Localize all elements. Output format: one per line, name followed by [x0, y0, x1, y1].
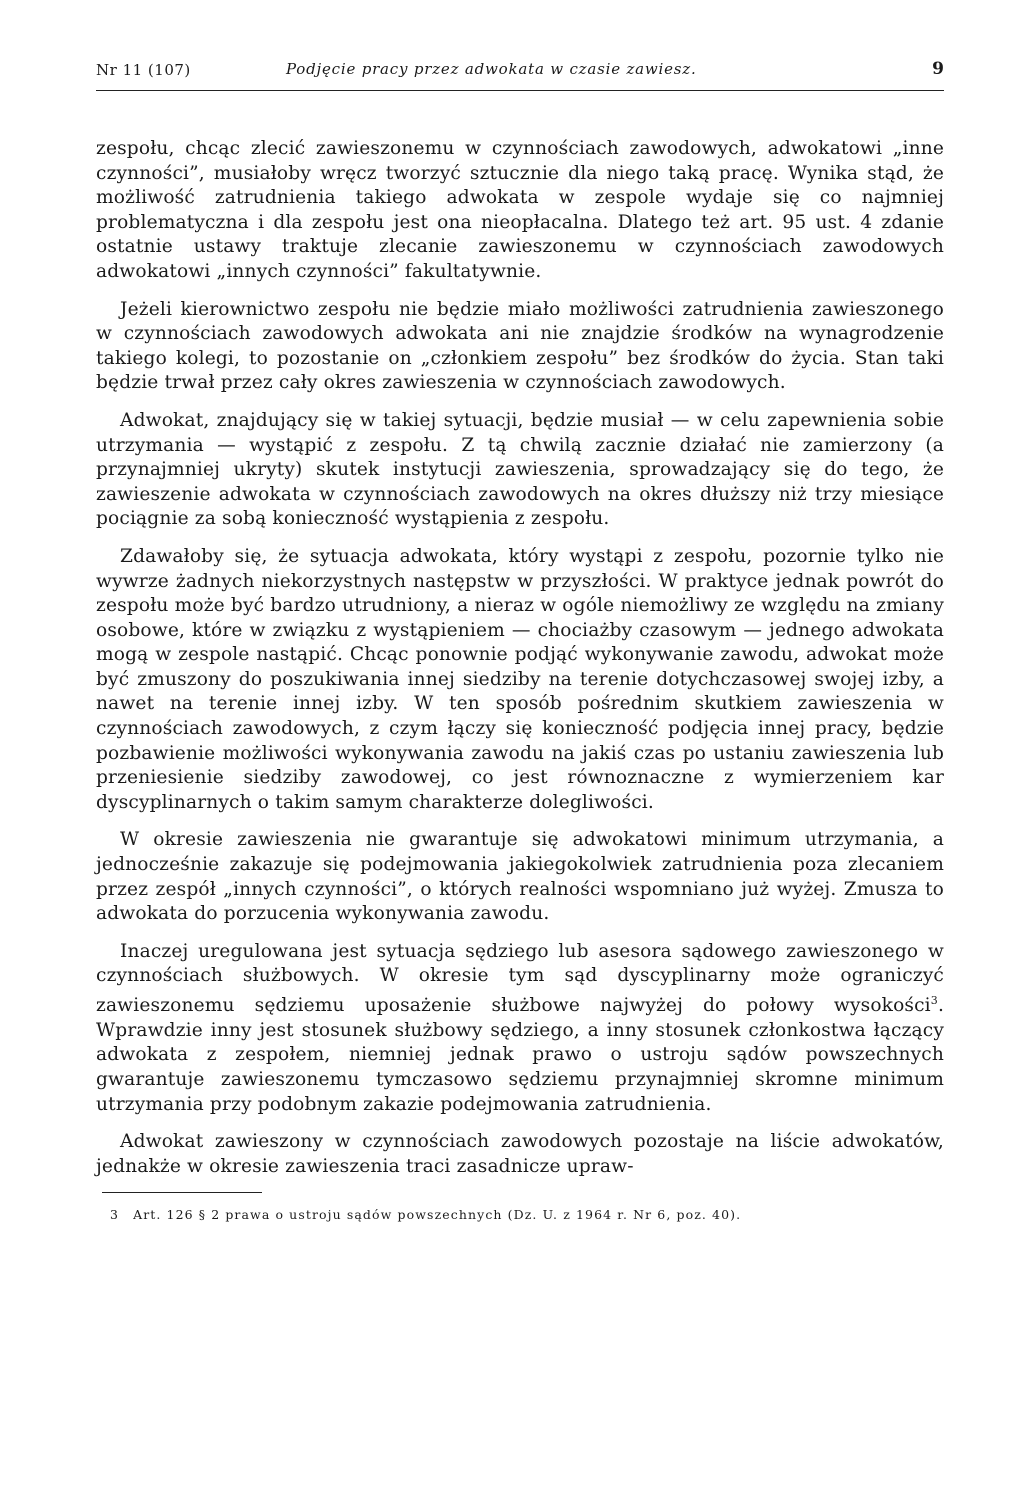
paragraph-6 [96, 940, 944, 1117]
paragraph-5: W okresie zawieszenia nie gwarantuje się adwokatowi minimum utrzymania, a jednocześnie zakazuje się podejmowania jakiegokolwiek zatrudnienia poza zlecaniem przez zespół „innych czynności”, o których realności wspomniano już wyżej. Zmusza to adwokata do porzucenia wykonywania zawodu. [96, 829, 944, 925]
paragraph-3: Adwokat, znajdujący się w takiej sytuacji, będzie musiał — w celu zapewnienia sobie utrzymania — wystąpić z zespołu. Z tą chwilą zacznie działać nie zamierzony (a przynajmniej ukryty) skutek instytucji zawieszenia, sprowadzający się do tego, że zawieszenie adwokata w czynnościach zawodowych na okres dłuższy niż trzy miesiące pociągnie za sobą konieczność wystąpienia z zespołu. [96, 409, 944, 530]
paragraph-4: Zdawałoby się, że sytuacja adwokata, który wystąpi z zespołu, pozornie tylko nie wywrze żadnych niekorzystnych następstw w przyszłości. W praktyce jednak powrót do zespołu może być bardzo utrudniony, a nieraz w ogóle niemożliwy ze względu na zmiany osobowe, które w związku z wystąpieniem — chociażby czasowym — jednego adwokata mogą w zespole nastąpić. Chcąc ponownie podjąć wykonywanie zawodu, adwokat może być zmuszony do poszukiwania innej siedziby na terenie dotychczasowej swojej izby, a nawet na terenie innej izby. W ten sposób pośrednim skutkiem zawieszenia w czynnościach zawodowych, z czym łączy się konieczność podjęcia innej pracy, będzie pozbawienie możliwości wykonywania zawodu na jakiś czas po ustaniu zawieszenia lub przeniesienie siedziby zawodowej, co jest równoznaczne z wymierzeniem kar dyscyplinarnych o takim samym charakterze dolegliwości. [96, 545, 944, 813]
footnote-reference: 3 [930, 994, 938, 1007]
paragraph-6-continuation: . Wprawdzie inny jest stosunek służbowy sędziego, a inny stosunek członkostwa łączący adwokata z zespołem, niemniej jednak prawo o ustroju sądów powszechnych gwarantuje zawieszonemu tymczasowo sędziemu przynajmniej skromne minimum utrzymania przy podobnym zakazie podejmowania zatrudnienia. [96, 995, 944, 1115]
footnote-mark: 3 [110, 1207, 120, 1223]
page-number: 9 [932, 59, 944, 79]
paragraph-1: zespołu, chcąc zlecić zawieszonemu w czynnościach zawodowych, adwokatowi „inne czynności”, musiałoby wręcz tworzyć sztucznie dla niego taką pracę. Wynika stąd, że możliwość zatrudnienia takiego adwokata w zespole wydaje się co najmniej problematyczna i dla zespołu jest ona nieopłacalna. Dlatego też art. 95 ust. 4 zdanie ostatnie ustawy traktuje zlecanie zawieszonemu w czynnościach zawodowych adwokatowi „innych czynności” fakultatywnie. [96, 138, 944, 282]
paragraph-6-text: Inaczej uregulowana jest sytuacja sędziego lub asesora sądowego zawieszonego w czynnościach służbowych. W okresie tym sąd dyscyplinarny może ograniczyć zawieszonemu sędziemu uposażenie służbowe najwyżej do połowy wysokości [96, 940, 944, 1017]
paragraph-7: Adwokat zawieszony w czynnościach zawodowych pozostaje na liście adwokatów, jednakże w okresie zawieszenia traci zasadnicze upraw- [96, 1131, 944, 1177]
footnote [96, 1207, 944, 1222]
footnote-divider [102, 1192, 262, 1193]
running-title: Podjęcie pracy przez adwokata w czasie zawiesz. [286, 60, 697, 78]
paragraph-2: Jeżeli kierownictwo zespołu nie będzie miało możliwości zatrudnienia zawieszonego w czynnościach zawodowych adwokata ani nie znajdzie środków na wynagrodzenie takiego kolegi, to pozostanie on „członkiem zespołu” bez środków do życia. Stan taki będzie trwał przez cały okres zawieszenia w czynnościach zawodowych. [96, 298, 944, 394]
issue-number: Nr 11 (107) [96, 61, 191, 79]
article-body [96, 137, 944, 1179]
page [96, 52, 944, 1222]
running-header [96, 52, 944, 91]
footnote-text: Art. 126 § 2 prawa o ustroju sądów powszechnych (Dz. U. z 1964 r. Nr 6, poz. 40). [133, 1207, 742, 1223]
